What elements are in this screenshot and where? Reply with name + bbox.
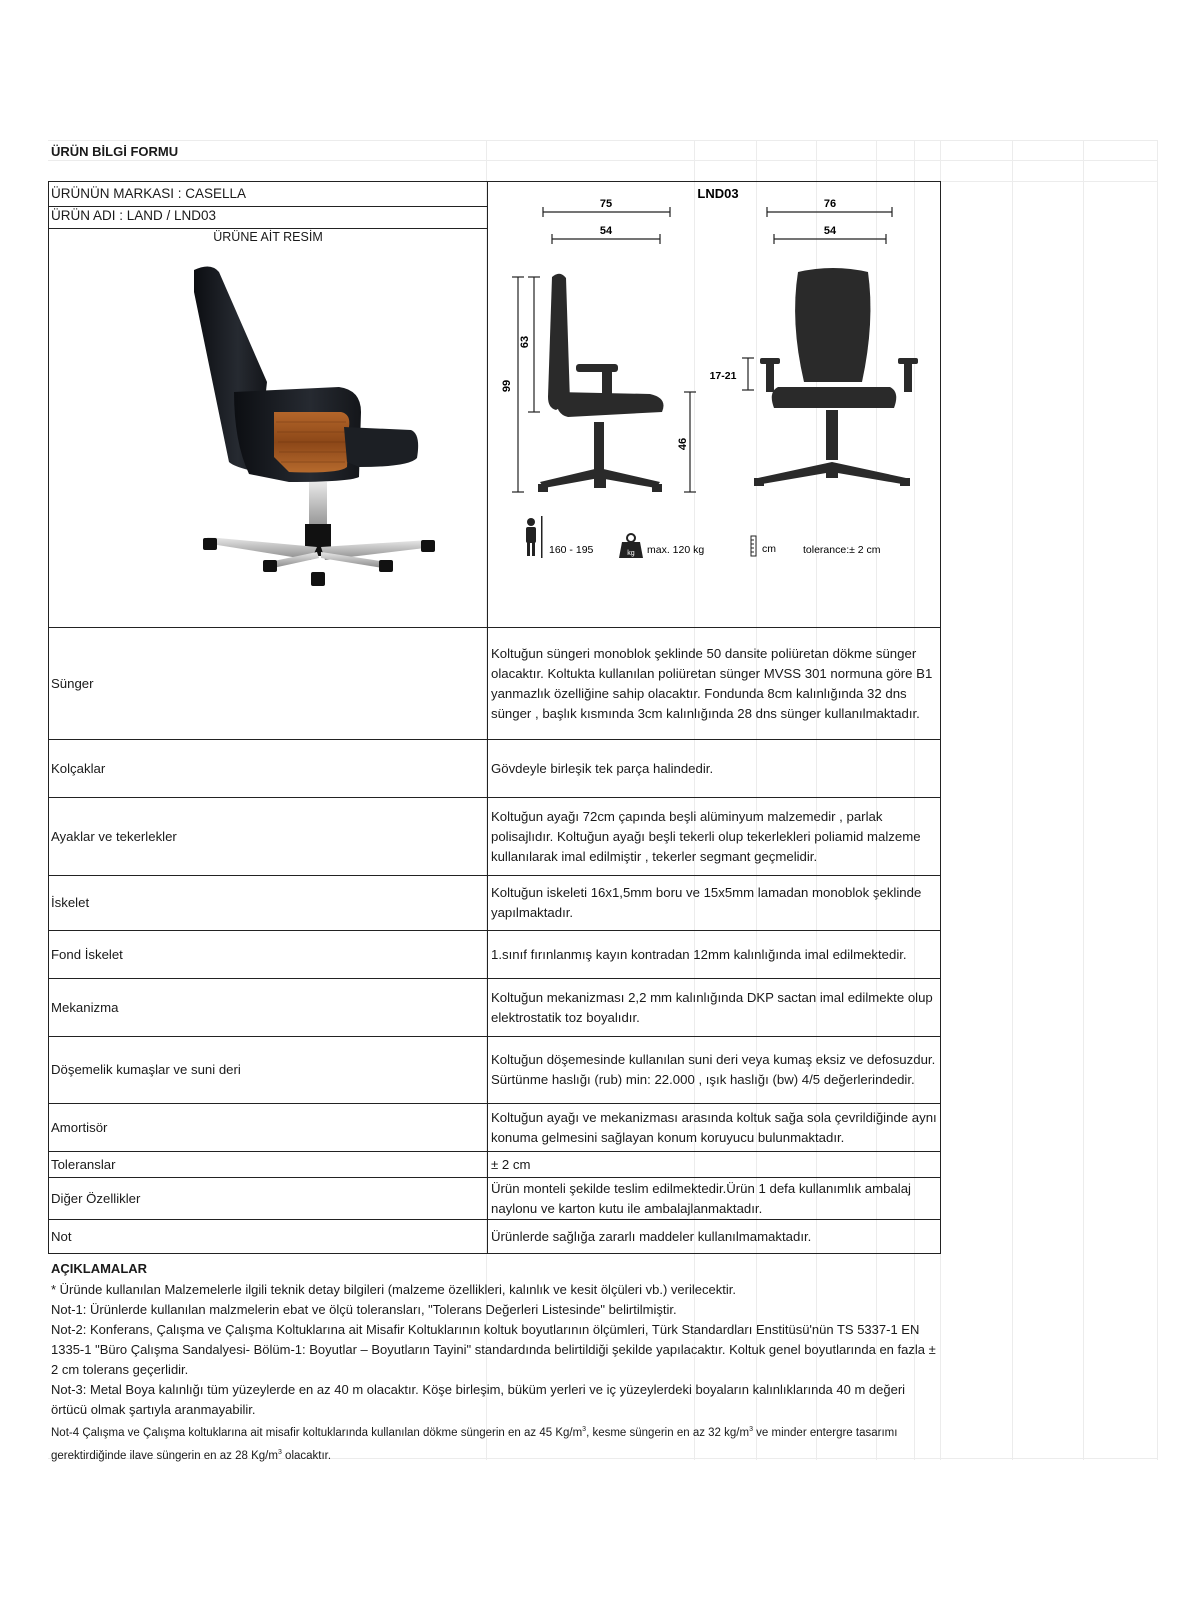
dim-back-height: 63 (519, 335, 531, 349)
spec-value: Koltuğun mekanizması 2,2 mm kalınlığında DKP sactan imal edilmekte olup elektrostatik toz boyalıdır. (488, 979, 941, 1037)
table-row (49, 1220, 941, 1254)
spec-value: Ürünlerde sağlığa zararlı maddeler kullanılmamaktadır. (488, 1220, 941, 1254)
table-row (49, 798, 941, 876)
chair-photo (139, 262, 439, 592)
spec-label: İskelet (49, 876, 488, 931)
table-row (49, 931, 941, 979)
model-code: LND03 (697, 186, 739, 201)
spec-value: Koltuğun süngeri monoblok şeklinde 50 dansite poliüretan dökme sünger olacaktır. Koltukta kullanılan poliüretan sünger MVSS 301 normuna göre B1 yanmazlık özelliğine sahip olacaktır. Fondunda 8cm kalınlığında 32 dns sünger , başlık kısmında 3cm kalınlığında 28 dns sünger kullanılmaktadır. (488, 628, 941, 740)
tolerance-label: tolerance:± 2 cm (803, 544, 881, 556)
user-height-icon (526, 516, 543, 558)
dim-seat-height: 46 (677, 437, 689, 451)
dim-side-top: 75 (599, 198, 613, 210)
dim-front-top: 76 (823, 198, 837, 210)
spec-label: Diğer Özellikler (49, 1178, 488, 1220)
dimension-diagram (490, 182, 940, 628)
spec-value: Koltuğun döşemesinde kullanılan suni deri veya kumaş eksiz ve defosuzdur. Sürtünme haslığı (rub) min: 22.000 , ışık haslığı (bw) 4/5 değerlerindedir. (488, 1037, 941, 1104)
spec-label: Toleranslar (49, 1152, 488, 1178)
spec-value: Koltuğun ayağı 72cm çapında beşli alüminyum malzemedir , parlak polisajlıdır. Koltuğun ayağı beşli tekerli olup tekerlekleri poliamid malzeme kullanılarak imal edilmiştir , tekerler segmant geçmelidir. (488, 798, 941, 876)
note-item: Not-1: Ürünlerde kullanılan malzmelerin ebat ve ölçü toleransları, "Tolerans Değerleri Listesinde" belirtilmiştir. (51, 1302, 677, 1317)
spec-value: ± 2 cm (488, 1152, 941, 1178)
note-item: * Üründe kullanılan Malzemelerle ilgili teknik detay bilgileri (malzeme özellikleri, kalınlık ve kesit ölçüleri vb.) verilecektir. (51, 1282, 736, 1297)
weight-icon-label: kg (627, 550, 635, 557)
dim-total-height: 99 (501, 379, 513, 393)
table-row (49, 1178, 941, 1220)
spec-label: Fond İskelet (49, 931, 488, 979)
spec-label: Not (49, 1220, 488, 1254)
table-row (49, 979, 941, 1037)
front-view-chair (754, 268, 918, 486)
table-row (49, 876, 941, 931)
weight-icon (619, 534, 643, 558)
spec-label: Ayaklar ve tekerlekler (49, 798, 488, 876)
spec-value: Ürün monteli şekilde teslim edilmektedir.Ürün 1 defa kullanımlık ambalaj naylonu ve karton kutu ile ambalajlanmaktadır. (488, 1178, 941, 1220)
unit-label: cm (762, 543, 776, 555)
product-header (48, 181, 941, 628)
spec-label: Mekanizma (49, 979, 488, 1037)
dim-arm-height: 17-21 (709, 370, 737, 382)
spec-label: Kolçaklar (49, 740, 488, 798)
ruler-icon (751, 536, 756, 556)
notes-title: AÇIKLAMALAR (51, 1261, 148, 1276)
form-title: ÜRÜN BİLGİ FORMU (51, 144, 179, 159)
dim-front-seat: 54 (823, 225, 837, 237)
table-row (49, 740, 941, 798)
spec-label: Döşemelik kumaşlar ve suni deri (49, 1037, 488, 1104)
note-item: Not-3: Metal Boya kalınlığı tüm yüzeylerde en az 40 m olacaktır. Köşe birleşim, büküm yerleri ve iç yüzeylerdeki boyaların kalınlıklarında 40 m değeri örtücü olmak şartıyla aranmayabilir. (51, 1382, 906, 1417)
photo-label: ÜRÜNE AİT RESİM (213, 230, 323, 244)
spec-label: Sünger (49, 628, 488, 740)
max-weight: max. 120 kg (647, 544, 705, 556)
note-item-4: Not-4 Çalışma ve Çalışma koltuklarına ait misafir koltuklarında kullanılan dökme süngerin en az 45 $Kg/m^3$, kesme süngerin en az 32 $kg/m^3$ ve minder entergre tasarımı gerektirdiğinde ilave süngerin en az 28 $Kg/m^3$ olacaktır. (51, 1426, 898, 1462)
table-row (49, 1152, 941, 1178)
table-row (49, 628, 941, 740)
spec-table (48, 627, 941, 1254)
table-row (49, 1037, 941, 1104)
spec-value: Gövdeyle birleşik tek parça halindedir. (488, 740, 941, 798)
spec-value: Koltuğun ayağı ve mekanizması arasında koltuk sağa sola çevrildiğinde aynı konuma gelmesini sağlayan konum koruyucu bulunmaktadır. (488, 1104, 941, 1152)
user-height-range: 160 - 195 (549, 544, 594, 556)
dim-side-seat: 54 (599, 225, 613, 237)
side-view-chair (538, 274, 664, 492)
spec-value: 1.sınıf fırınlanmış kayın kontradan 12mm kalınlığında imal edilmektedir. (488, 931, 941, 979)
note-item: Not-2: Konferans, Çalışma ve Çalışma Koltuklarına ait Misafir Koltuklarının koltuk boyutlarının ölçümleri, Türk Standardları Enstitüsü'nün TS 5337-1 EN 1335-1 "Büro Çalışma Sandalyesi- Bölüm-1: Boyutlar – Boyutların Tayini" standardında belirtildiği şekilde yapılacaktır. Koltuk genel boyutlarında en fazla ± 2 cm tolerans geçerlidir. (51, 1322, 936, 1377)
table-row (49, 1104, 941, 1152)
spec-value: Koltuğun iskeleti 16x1,5mm boru ve 15x5mm lamadan monoblok şeklinde yapılmaktadır. (488, 876, 941, 931)
notes-section (51, 1259, 941, 1466)
brand-line: ÜRÜNÜN MARKASI : CASELLA (51, 186, 247, 201)
spec-label: Amortisör (49, 1104, 488, 1152)
product-line: ÜRÜN ADI : LAND / LND03 (51, 208, 217, 223)
